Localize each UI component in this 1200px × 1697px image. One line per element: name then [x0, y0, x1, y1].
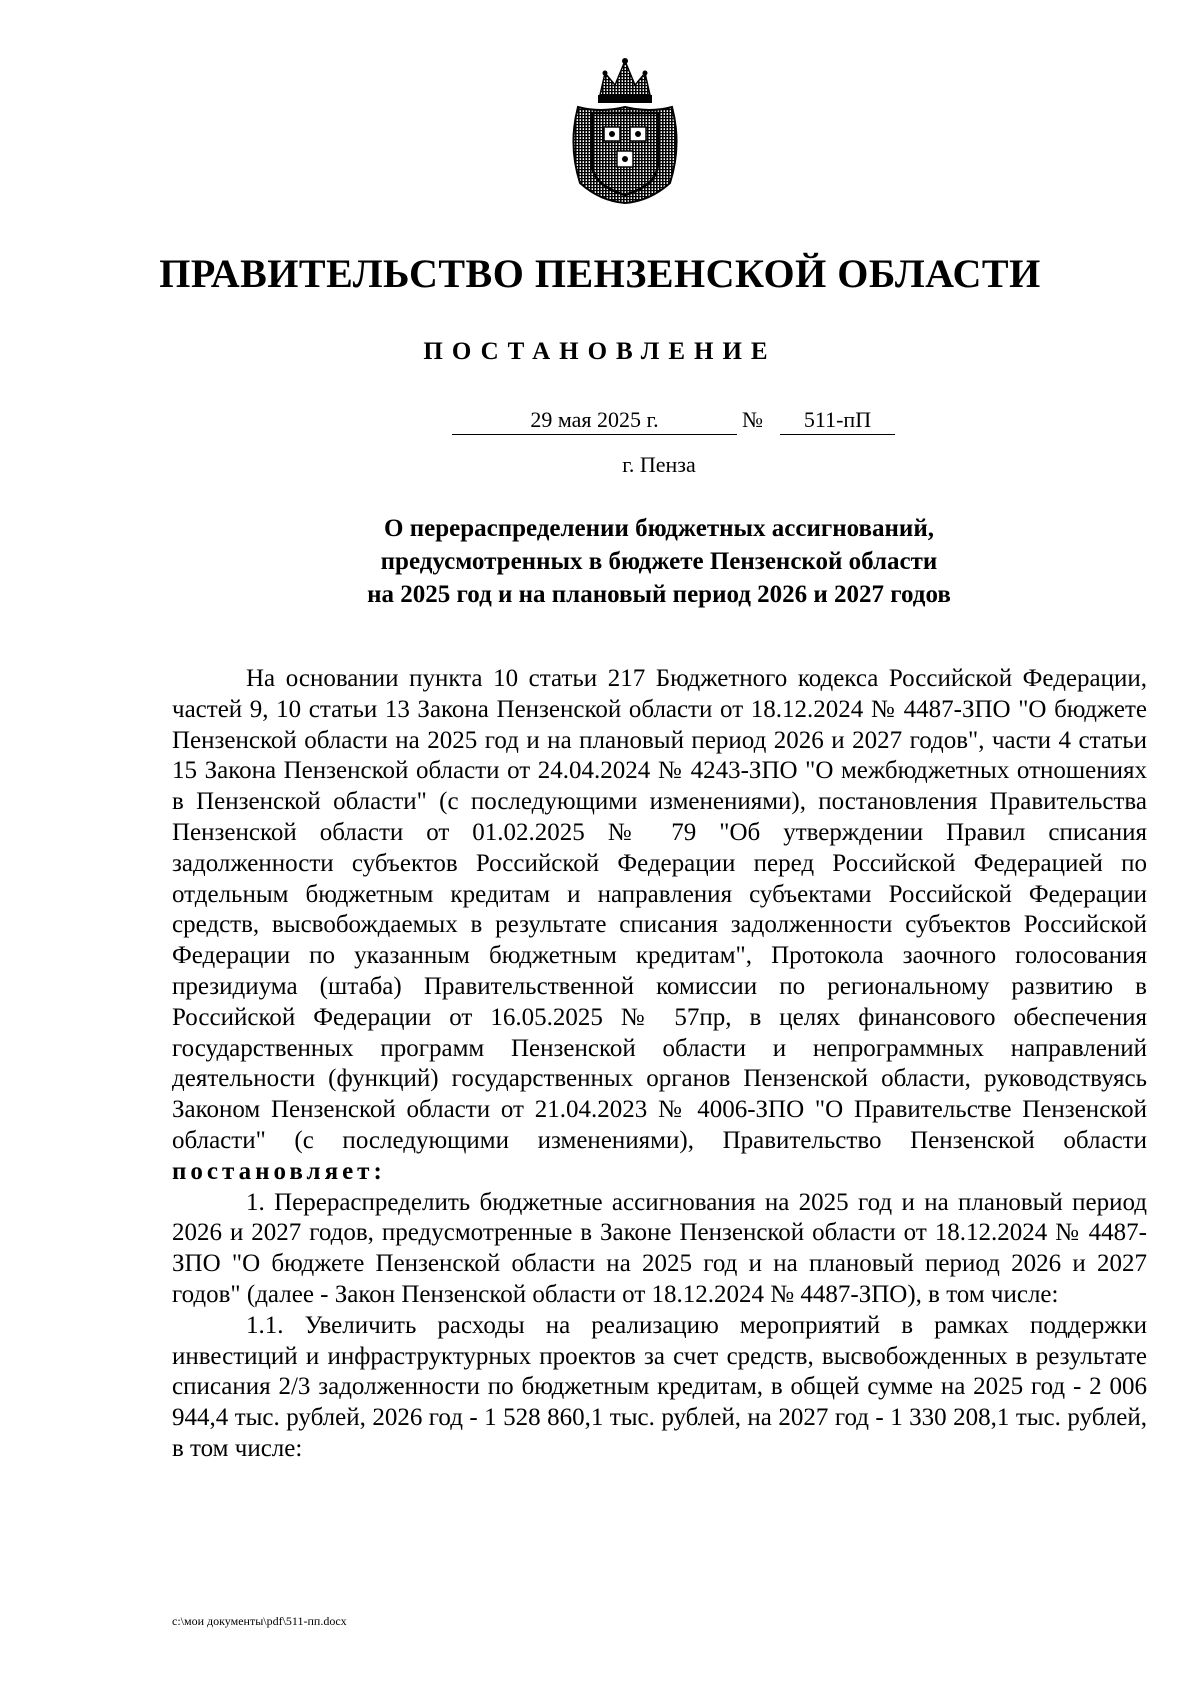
coat-of-arms-icon — [560, 55, 690, 205]
subject-line: на 2025 год и на плановый период 2026 и 2027 годов — [367, 581, 951, 608]
document-subject — [0, 512, 1200, 611]
document-number: 511-пП — [780, 406, 895, 435]
number-sign: № — [742, 407, 763, 432]
subject-line: О перераспределении бюджетных ассигнований, — [384, 515, 934, 542]
organization-title: ПРАВИТЕЛЬСТВО ПЕНЗЕНСКОЙ ОБЛАСТИ — [159, 251, 1041, 296]
preamble-paragraph — [172, 664, 1147, 1188]
document-date: 29 мая 2025 г. — [452, 406, 737, 435]
file-path-footer: c:\мои документы\pdf\511-пп.docx — [172, 1614, 347, 1628]
preamble-text: На основании пункта 10 статьи 217 Бюджетного кодекса Российской Федерации, частей 9, 10 статьи 13 Закона Пензенской области от 18.12.2024 № 4487-ЗПО "О бюджете Пензенской области на 2025 год и на плановый период 2026 и 2027 годов", части 4 статьи 15 Закона Пензенской области от 24.04.2024 № 4243-ЗПО "О межбюджетных отношениях в Пензенской области" (с последующими изменениями), постановления Правительства Пензенской области от 01.02.2025 № 79 "Об утверждении Правил списания задолженности субъектов Российской Федерации перед Российской Федерацией по отдельным бюджетным кредитам и направления субъектами Российской Федерации средств, высвобождаемых в результате списания задолженности субъектов Российской Федерации по указанным бюджетным кредитам", Протокола заочного голосования президиума (штаба) Правительственной комиссии по региональному развитию в Российской Федерации от 16.05.2025 № 57пр, в целях финансового обеспечения государственных программ Пензенской области и непрограммных направлений деятельности (функций) государственных органов Пензенской области, руководствуясь Законом Пензенской области от 21.04.2023 № 4006-ЗПО "О Правительстве Пензенской области" (с последующими изменениями), Правительство Пензенской области — [172, 665, 1147, 1154]
clause-1-paragraph: 1. Перераспределить бюджетные ассигнования на 2025 год и на плановый период 2026 и 2027 годов, предусмотренные в Законе Пензенской области от 18.12.2024 № 4487-ЗПО "О бюджете Пензенской области на 2025 год и на плановый период 2026 и 2027 годов" (далее - Закон Пензенской области от 18.12.2024 № 4487-ЗПО), в том числе: — [172, 1188, 1147, 1308]
subject-line: предусмотренных в бюджете Пензенской области — [380, 548, 938, 575]
resolves-word: постановляет: — [172, 1157, 386, 1185]
clause-1-1-paragraph: 1.1. Увеличить расходы на реализацию мероприятий в рамках поддержки инвестиций и инфраструктурных проектов за счет средств, высвобожденных в результате списания 2/3 задолженности по бюджетным кредитам, в общей сумме на 2025 год - 2 006 944,4 тыс. рублей, 2026 год - 1 528 860,1 тыс. рублей, на 2027 год - 1 330 208,1 тыс. рублей, в том числе: — [172, 1311, 1147, 1462]
document-body — [172, 664, 1147, 1465]
document-type: ПОСТАНОВЛЕНИЕ — [423, 338, 777, 365]
document-city: г. Пенза — [622, 452, 696, 477]
